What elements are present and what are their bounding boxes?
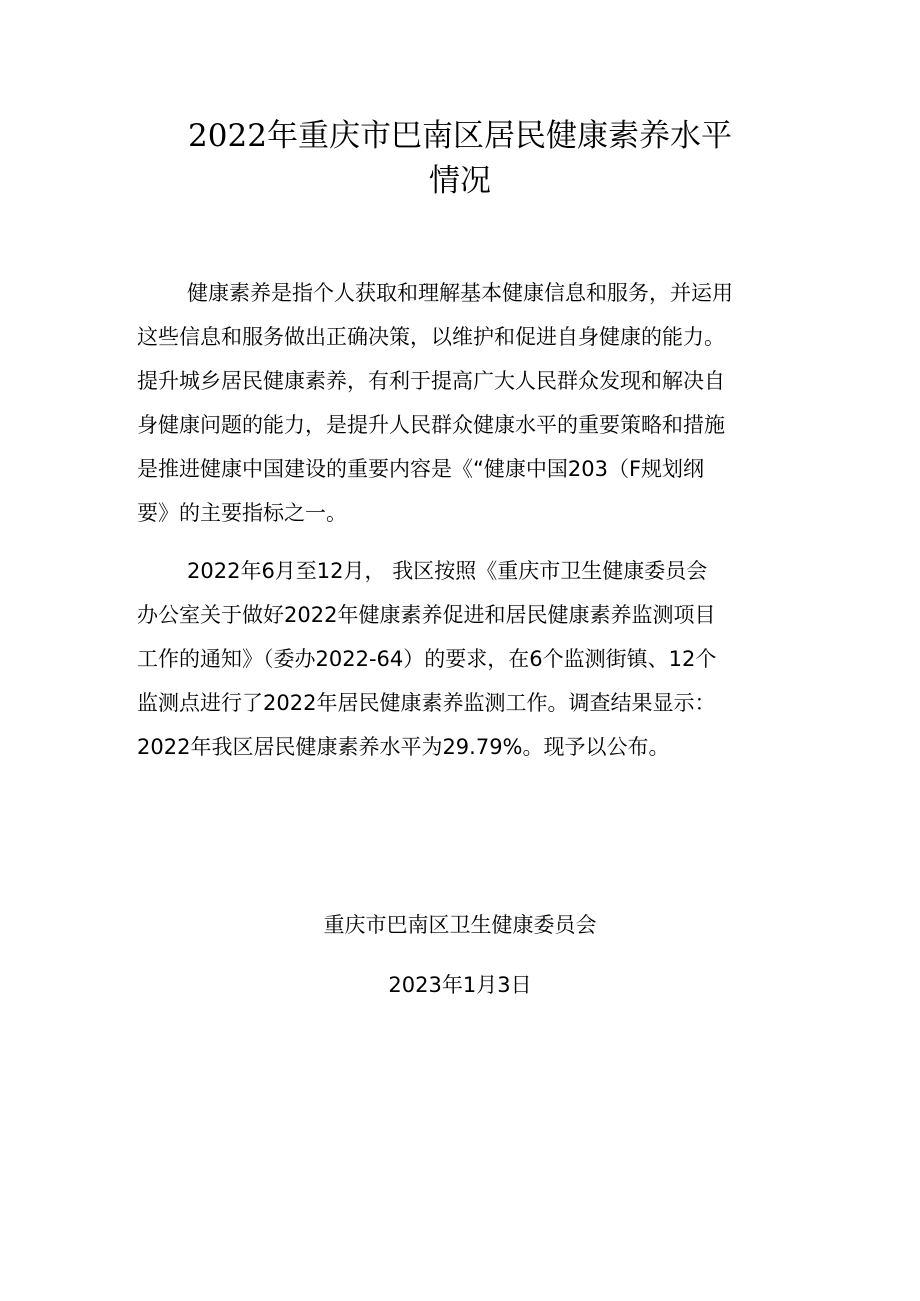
paragraph-1-line-4: 身健康问题的能力，是提升人民群众健康水平的重要策略和措施: [137, 413, 725, 437]
paragraph-1-line-1: 健康素养是指个人获取和理解基本健康信息和服务，并运用: [187, 281, 733, 305]
document-title-line-1: 2022年重庆市巴南区居民健康素养水平: [188, 118, 732, 154]
signature-organization: 重庆市巴南区卫生健康委员会: [323, 913, 597, 937]
document-title-line-2: 情况: [429, 163, 491, 199]
paragraph-2-line-5: 2022年我区居民健康素养水平为29.79%。现予以公布。: [137, 735, 670, 759]
paragraph-2-line-3: 工作的通知》（委办2022-64）的要求，在6个监测街镇、12个: [137, 647, 717, 671]
signature-date: 2023年1月3日: [388, 973, 532, 997]
paragraph-1-line-5: 是推进健康中国建设的重要内容是《“健康中国203（F规划纲: [137, 457, 705, 481]
paragraph-1-line-6: 要》的主要指标之一。: [137, 501, 347, 525]
paragraph-1-line-2: 这些信息和服务做出正确决策，以维护和促进自身健康的能力。: [137, 325, 725, 349]
paragraph-2-line-4: 监测点进行了2022年居民健康素养监测工作。调查结果显示：: [137, 691, 716, 715]
paragraph-1-line-3: 提升城乡居民健康素养，有利于提高广大人民群众发现和解决自: [137, 369, 725, 393]
paragraph-2-line-2: 办公室关于做好2022年健康素养促进和居民健康素养监测项目: [137, 603, 716, 627]
paragraph-2-line-1: 2022年6月至12月， 我区按照《重庆市卫生健康委员会: [187, 559, 708, 583]
